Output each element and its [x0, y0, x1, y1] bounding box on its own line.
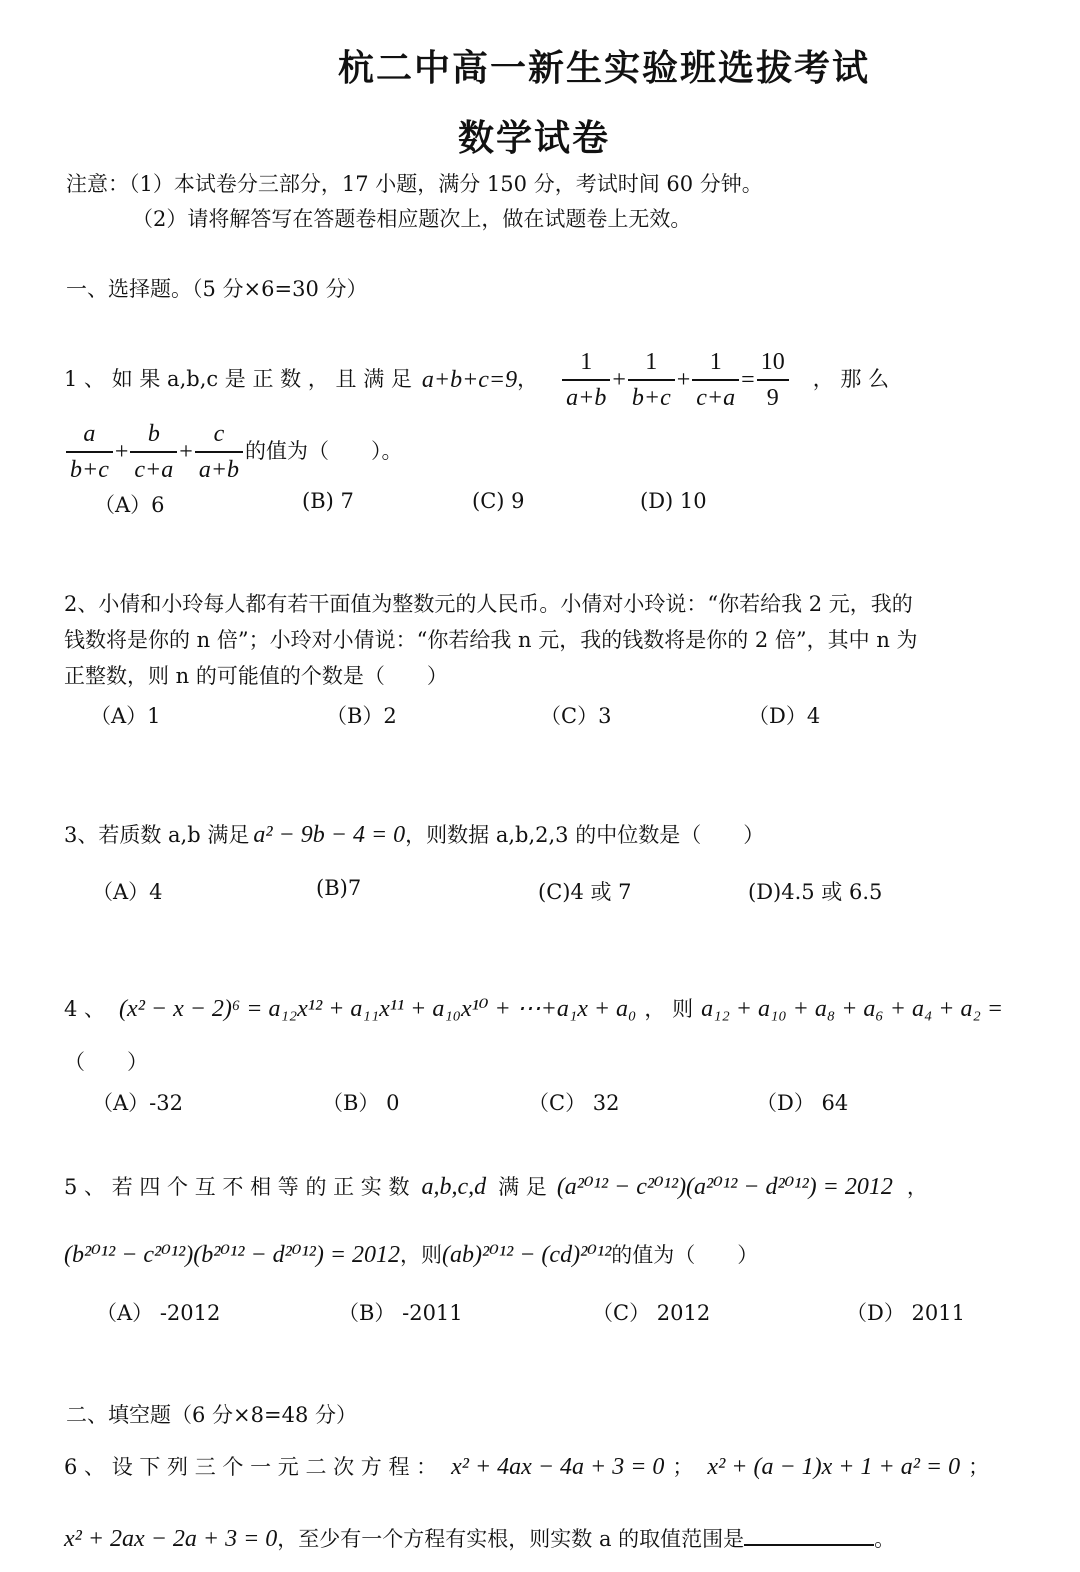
q5-mid: ，则	[400, 1243, 443, 1267]
section-heading-fill: 二、填空题（6 分×8=48 分）	[66, 1403, 357, 1427]
question-3	[64, 822, 764, 849]
section-heading-choice: 一、选择题。（5 分×6=30 分）	[66, 277, 368, 301]
q2-option-d[interactable]: （D）4	[748, 704, 821, 728]
q3-option-d[interactable]: (D)4.5 或 6.5	[748, 880, 883, 904]
q4-expansion: (x² − x − 2)⁶ = a₁₂x¹² + a₁₁x¹¹ + a₁₀x¹⁰ + ⋯+a₁x + a₀	[119, 996, 637, 1022]
question-1-line-2: $\frac{a}{b+c}$ + $\frac{b}{c+a}$ + $\frac{c}{a+b}$ 的值为（ ）。	[64, 412, 403, 492]
question-4	[64, 994, 1003, 1023]
q5-target-expression: (ab)²⁰¹² − (cd)²⁰¹²	[442, 1242, 612, 1268]
q4-option-b[interactable]: （B） 0	[322, 1091, 400, 1115]
q5-option-b[interactable]: （B） -2011	[338, 1301, 463, 1325]
q5-variables: a,b,c,d	[421, 1174, 487, 1200]
q1-sum-fraction-2: $\frac{b}{c+a}$	[130, 417, 177, 487]
q4-answer-paren: （ ）	[64, 1050, 148, 1074]
q3-lead: 3、若质数 a,b 满足	[64, 823, 250, 847]
q5-option-d[interactable]: （D） 2011	[846, 1301, 965, 1325]
q5-tail: 的值为（ ）	[611, 1243, 759, 1267]
q3-option-b[interactable]: (B)7	[316, 876, 362, 900]
paper-subtitle: 数学试卷	[458, 118, 611, 159]
q1-option-d[interactable]: (D) 10	[640, 489, 707, 513]
q1-sum-fraction-3: $\frac{c}{a+b}$	[195, 417, 243, 487]
q1-tail: ， 那 么	[812, 367, 890, 392]
q6-separator-1: ；	[672, 1455, 694, 1479]
q6-equation-1: x² + 4ax − 4a + 3 = 0	[451, 1454, 665, 1480]
question-2-line-1: 2、小倩和小玲每人都有若干面值为整数元的人民币。小倩对小玲说：“你若给我 2 元，我的	[64, 592, 913, 616]
q1-fraction-1: $\frac{1}{a+b}$	[562, 345, 610, 415]
q1-comma: ，	[517, 367, 539, 392]
q6-equation-3: x² + 2ax − 2a + 3 = 0	[64, 1526, 278, 1552]
q4-option-d[interactable]: （D） 64	[756, 1091, 849, 1115]
q4-option-a[interactable]: （A）-32	[92, 1091, 183, 1115]
q6-lead: 6 、 设 下 列 三 个 一 元 二 次 方 程 ：	[64, 1455, 438, 1479]
q4-option-c[interactable]: （C） 32	[528, 1091, 620, 1115]
q3-expression: a² − 9b − 4 = 0	[253, 822, 406, 848]
q6-equation-2: x² + (a − 1)x + 1 + a² = 0	[707, 1454, 961, 1480]
q6-tail: ，至少有一个方程有实根，则实数 a 的取值范围是	[277, 1527, 745, 1551]
q1-fraction-3: $\frac{1}{c+a}$	[692, 345, 739, 415]
q2-option-b[interactable]: （B）2	[326, 704, 397, 728]
question-2-line-3: 正整数，则 n 的可能值的个数是（ ）	[64, 664, 448, 688]
q5-equation-1: (a²⁰¹² − c²⁰¹²)(a²⁰¹² − d²⁰¹²) = 2012	[556, 1174, 893, 1200]
q1-option-b[interactable]: (B) 7	[302, 489, 354, 513]
question-5-line-2	[64, 1240, 758, 1269]
q1-fraction-result: $\frac{10}{9}$	[757, 345, 789, 415]
q4-sum-expression: a₁₂ + a₁₀ + a₈ + a₆ + a₄ + a₂ =	[701, 996, 1004, 1022]
q5-equation-2: (b²⁰¹² − c²⁰¹²)(b²⁰¹² − d²⁰¹²) = 2012	[64, 1242, 401, 1268]
note-line-1: 注意：（1）本试卷分三部分，17 小题，满分 150 分，考试时间 60 分钟。	[66, 172, 763, 196]
q1-fraction-2: $\frac{1}{b+c}$	[628, 345, 675, 415]
q5-comma: ，	[906, 1175, 928, 1199]
q6-answer-blank[interactable]	[744, 1524, 874, 1546]
q5-option-c[interactable]: （C） 2012	[592, 1301, 711, 1325]
question-6-line-2	[64, 1524, 895, 1553]
q6-separator-2: ；	[968, 1455, 990, 1479]
q4-mid: ， 则	[644, 997, 694, 1021]
q4-lead: 4 、	[64, 997, 106, 1021]
q2-option-c[interactable]: （C）3	[540, 704, 612, 728]
q3-option-c[interactable]: (C)4 或 7	[538, 880, 632, 904]
question-5-line-1	[64, 1172, 928, 1201]
q5-lead: 5 、 若 四 个 互 不 相 等 的 正 实 数	[64, 1175, 410, 1199]
question-1-line-1: 1 、 如 果 a,b,c 是 正 数 ， 且 满 足 a+b+c=9 ， $\frac{1}{a+b}$ + $\frac{1}{b+c}$ + $\frac{1}{c+a}$ = $\frac{10}{9}$ ， 那 么	[64, 340, 889, 420]
q5-option-a[interactable]: （A） -2012	[96, 1301, 221, 1325]
q1-ask: 的值为（ ）。	[245, 439, 403, 464]
q1-sum-fraction-1: $\frac{a}{b+c}$	[66, 417, 113, 487]
question-6-line-1	[64, 1454, 989, 1481]
q3-option-a[interactable]: （A）4	[92, 880, 163, 904]
q1-lead: 1 、 如 果 a,b,c 是 正 数 ， 且 满 足	[64, 367, 412, 392]
q1-option-a[interactable]: （A）6	[94, 493, 165, 517]
q5-satisfy: 满 足	[498, 1175, 547, 1199]
question-2-line-2: 钱数将是你的 n 倍”；小玲对小倩说：“你若给我 n 元，我的钱数将是你的 2 倍”，其中 n 为	[64, 628, 918, 652]
q2-option-a[interactable]: （A）1	[90, 704, 161, 728]
exam-title: 杭二中高一新生实验班选拔考试	[338, 48, 871, 89]
note-line-2: （2）请将解答写在答题卷相应题次上，做在试题卷上无效。	[132, 207, 692, 231]
q1-condition: a+b+c=9	[421, 366, 518, 393]
q1-option-c[interactable]: (C) 9	[472, 489, 525, 513]
q6-end: 。	[874, 1527, 896, 1551]
q3-tail: ，则数据 a,b,2,3 的中位数是（ ）	[405, 823, 765, 847]
